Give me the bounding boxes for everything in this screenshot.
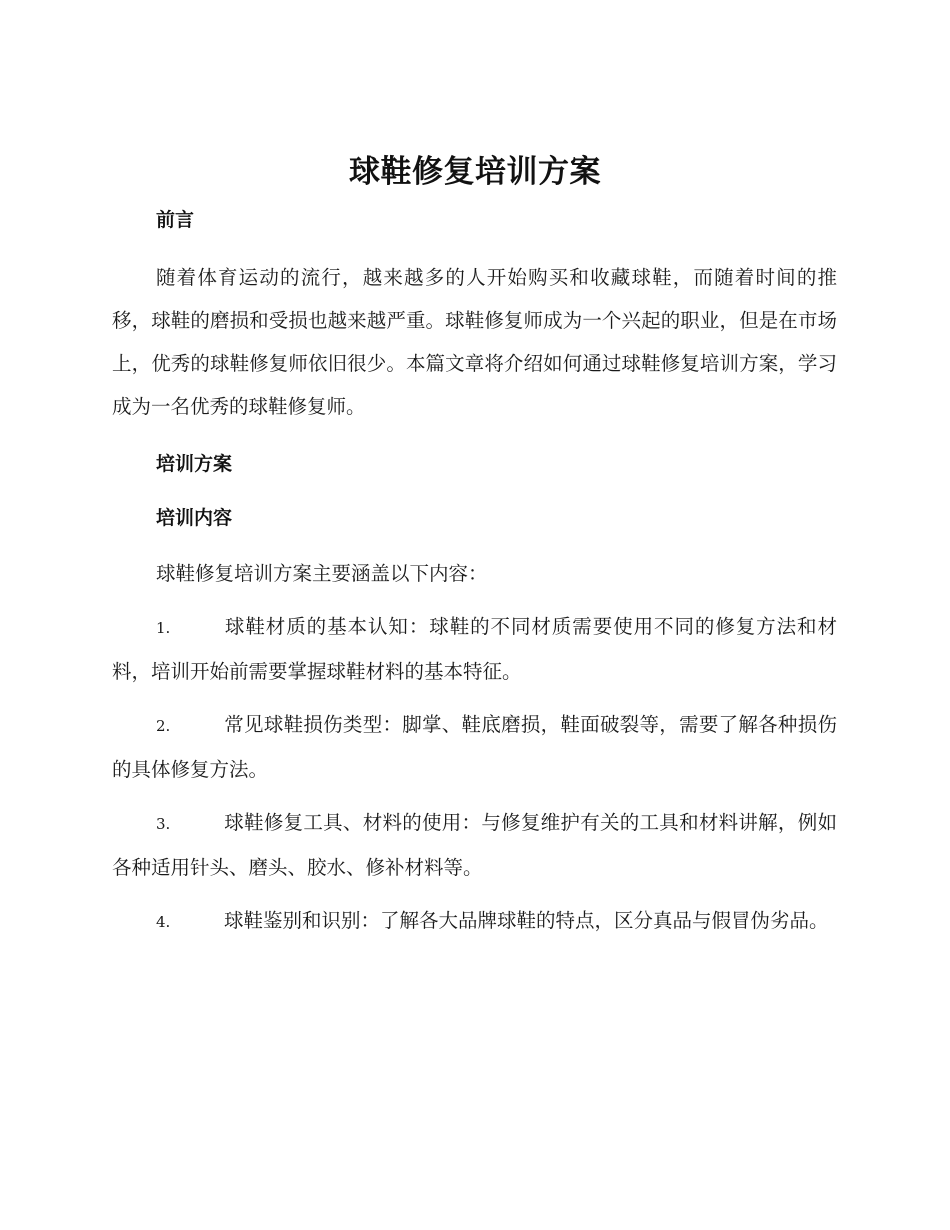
heading-preface: 前言 <box>156 209 195 231</box>
list-item-number: 1. <box>156 619 171 637</box>
document-title: 球鞋修复培训方案 <box>349 154 601 190</box>
list-item <box>112 899 837 944</box>
document-body <box>112 200 837 944</box>
list-item <box>112 605 837 693</box>
list-item <box>112 801 837 889</box>
heading-training-plan: 培训方案 <box>156 453 233 475</box>
list-item-number: 3. <box>156 815 171 833</box>
heading-training-content: 培训内容 <box>156 507 233 529</box>
list-item-text: 球鞋材质的基本认知：球鞋的不同材质需要使用不同的修复方法和材料，培训开始前需要掌握球鞋材料的基本特征。 <box>112 615 837 683</box>
list-item-text: 球鞋鉴别和识别：了解各大品牌球鞋的特点，区分真品与假冒伪劣品。 <box>224 909 829 932</box>
content-intro-paragraph: 球鞋修复培训方案主要涵盖以下内容： <box>156 562 488 585</box>
list-item-number: 2. <box>156 717 171 735</box>
list-item-text: 球鞋修复工具、材料的使用：与修复维护有关的工具和材料讲解，例如各种适用针头、磨头、胶水、修补材料等。 <box>112 811 837 879</box>
preface-paragraph: 随着体育运动的流行，越来越多的人开始购买和收藏球鞋，而随着时间的推移，球鞋的磨损和受损也越来越严重。球鞋修复师成为一个兴起的职业，但是在市场上，优秀的球鞋修复师依旧很少。本篇文章将介绍如何通过球鞋修复培训方案，学习成为一名优秀的球鞋修复师。 <box>112 266 837 418</box>
list-item-text: 常见球鞋损伤类型：脚掌、鞋底磨损，鞋面破裂等，需要了解各种损伤的具体修复方法。 <box>112 713 837 781</box>
list-item-number: 4. <box>156 913 171 931</box>
list-item <box>112 703 837 791</box>
